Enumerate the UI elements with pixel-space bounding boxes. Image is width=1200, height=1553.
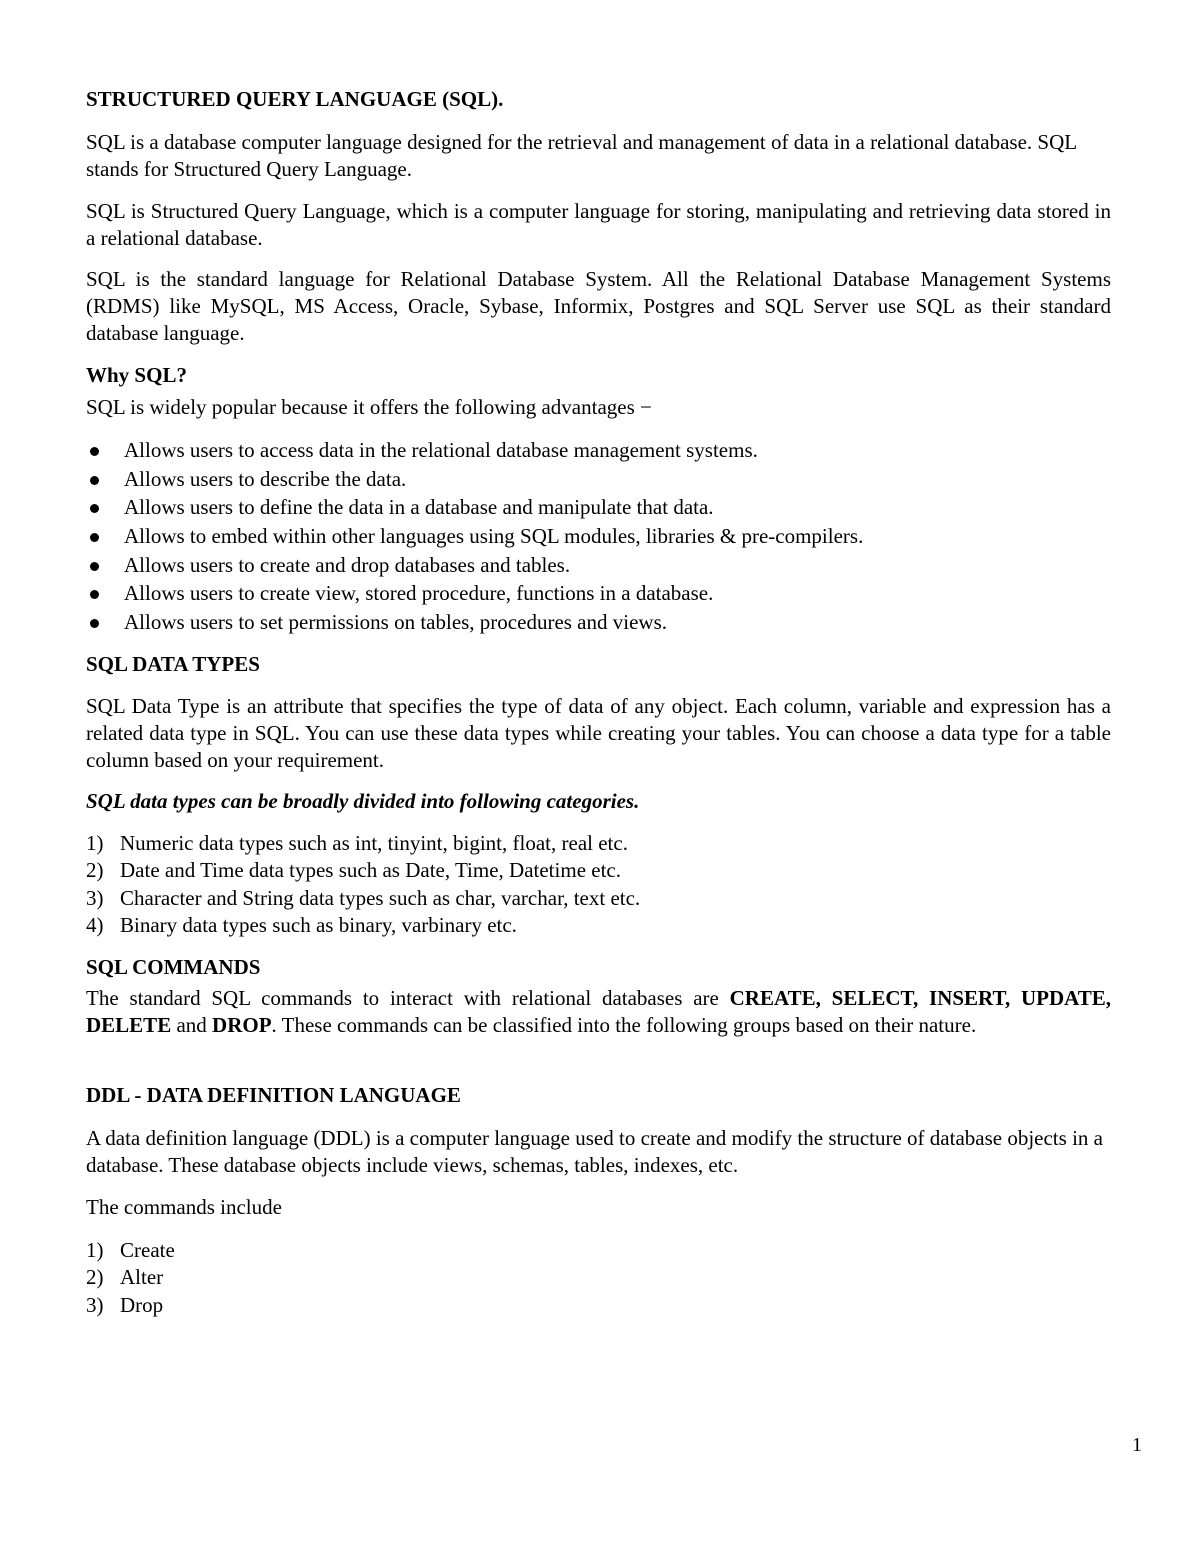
list-item: Allows users to define the data in a database and manipulate that data. xyxy=(86,494,1111,523)
bullet-icon xyxy=(90,533,99,542)
data-types-paragraph: SQL Data Type is an attribute that specifies the type of data of any object. Each column, variable and expression has a related data type in SQL. You can use these data types while creating your tables. You can choose a data type for a table column based on your requirement. xyxy=(86,694,1111,772)
intro-paragraph-3: SQL is the standard language for Relational Database System. All the Relational Database Management Systems (RDMS) like MySQL, MS Access, Oracle, Sybase, Informix, Postgres and SQL Server use SQL as their standard database language. xyxy=(86,267,1111,345)
why-sql-lead: SQL is widely popular because it offers the following advantages − xyxy=(86,395,652,419)
bullet-icon xyxy=(90,590,99,599)
ddl-commands-list xyxy=(86,1237,1111,1319)
bullet-icon xyxy=(90,476,99,485)
list-item: Allows users to create and drop databases and tables. xyxy=(86,552,1111,581)
list-item: 2) Alter xyxy=(86,1265,164,1290)
advantages-list xyxy=(86,437,1111,638)
bullet-icon xyxy=(90,562,99,571)
list-item: Allows to embed within other languages using SQL modules, libraries & pre-compilers. xyxy=(86,523,1111,552)
list-item: 1) Create xyxy=(86,1238,175,1262)
list-item: 3) Character and String data types such as char, varchar, text etc. xyxy=(86,885,641,910)
page-number: 1 xyxy=(1132,1434,1142,1456)
list-item: Allows users to create view, stored procedure, functions in a database. xyxy=(86,580,1111,609)
data-types-heading: SQL DATA TYPES xyxy=(86,652,260,676)
sql-commands-paragraph: The standard SQL commands to interact with relational databases are CREATE, SELECT, INSERT, UPDATE, DELETE and DROP. These commands can be classified into the following groups based on their nature. xyxy=(86,986,1112,1037)
list-item: 1) Numeric data types such as int, tinyint, bigint, float, real etc. xyxy=(86,831,628,855)
data-types-subheading: SQL data types can be broadly divided into following categories. xyxy=(86,789,640,813)
list-item: 3) Drop xyxy=(86,1292,164,1317)
page-title: STRUCTURED QUERY LANGUAGE (SQL). xyxy=(86,87,504,111)
bullet-icon xyxy=(90,619,99,628)
bullet-icon xyxy=(90,447,99,456)
list-item: 4) Binary data types such as binary, varbinary etc. xyxy=(86,912,517,937)
intro-paragraph-1: SQL is a database computer language designed for the retrieval and management of data in a relational database. SQL stands for Structured Query Language. xyxy=(86,130,1077,181)
data-types-list xyxy=(86,830,1111,939)
ddl-lead: The commands include xyxy=(86,1195,282,1219)
ddl-paragraph: A data definition language (DDL) is a computer language used to create and modify the structure of database objects in a database. These database objects include views, schemas, tables, indexes, etc. xyxy=(86,1126,1103,1177)
list-item: Allows users to describe the data. xyxy=(86,466,1111,495)
bullet-icon xyxy=(90,504,99,513)
list-item: Allows users to set permissions on tables, procedures and views. xyxy=(86,609,1111,638)
sql-commands-heading: SQL COMMANDS xyxy=(86,955,261,979)
list-item: 2) Date and Time data types such as Date, Time, Datetime etc. xyxy=(86,858,621,883)
list-item: Allows users to access data in the relational database management systems. xyxy=(86,437,1111,466)
ddl-heading: DDL - DATA DEFINITION LANGUAGE xyxy=(86,1083,461,1107)
intro-paragraph-2: SQL is Structured Query Language, which is a computer language for storing, manipulating and retrieving data stored in a relational database. xyxy=(86,199,1111,250)
why-sql-heading: Why SQL? xyxy=(86,363,187,387)
